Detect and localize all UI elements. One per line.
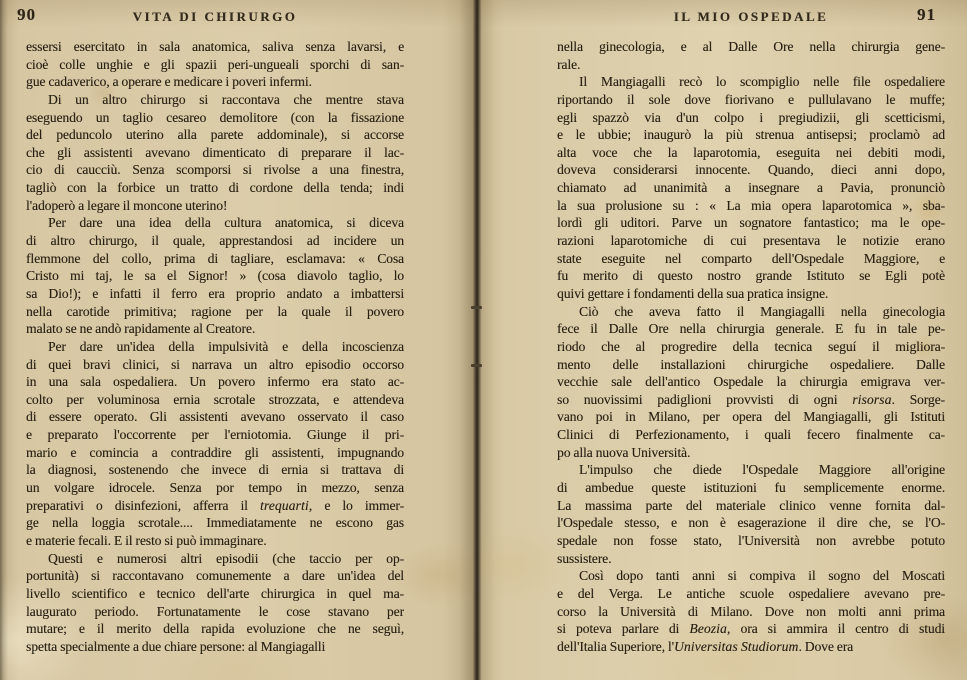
- text-line: Per dare un'idea della impulsività e della incoscienza: [48, 338, 404, 354]
- paragraph: [26, 338, 404, 550]
- text-line: l'adoperò a legare il moncone uterino!: [26, 197, 228, 213]
- text-line: po alla nuova Università.: [557, 444, 691, 460]
- text-line: vano poi in Milano, per opera del Mangiagalli, gli Istituti: [557, 409, 945, 425]
- text-line: L'impulso che diede l'Ospedale Maggiore all'origine: [579, 462, 945, 478]
- text-line: alta voce che la laparotomia, eseguita nei debiti modi,: [557, 144, 945, 160]
- text-line: che gli assistenti avevano dimenticato di preparare il lac-: [26, 144, 404, 160]
- text-line: Clinici di Perfezionamento, i quali fecero finalmente ca-: [557, 427, 945, 443]
- text-line: di ambedue queste istituzioni fu semplicemente enorme.: [557, 480, 945, 496]
- paragraph: [557, 567, 945, 655]
- text-line: vecchie sale dell'antico Ospedale la chirurgia emigrava ver-: [557, 374, 945, 390]
- text-line: doveva considerarsi innocente. Quando, dieci anni dopo,: [557, 162, 945, 178]
- text-line: riodo che al progredire della tecnica seguí il migliora-: [557, 338, 945, 354]
- text-line: spedale non fosse stato, l'Università non avrebbe potuto: [557, 532, 945, 548]
- text-line: Cristo mi taj, le sa el Signor! » (cosa diavolo taglio, lo: [26, 268, 404, 284]
- text-line: spetta specialmente a due chiare persone: al Mangiagalli: [26, 638, 326, 654]
- running-head-right: IL MIO OSPEDALE: [673, 9, 829, 24]
- text-line: livello scientifico e tecnico dell'arte chirurgica in quel ma-: [26, 585, 404, 601]
- text-line: la sua prolusione su : « La mia opera laparotomica », sba-: [557, 197, 945, 213]
- text-line: nella carotide primitiva; ragione per la quale il povero: [26, 303, 404, 319]
- paragraph: [557, 461, 945, 567]
- text-line: riportando il sole dove fiorivano e pullulavano le muffe;: [557, 91, 945, 107]
- text-line: cioè colle unghie e gli spazii peri-ungueali sporchi di san-: [26, 56, 404, 72]
- text-line: laugurato periodo. Fortunatamente le cose stavano per: [26, 603, 404, 619]
- text-line: rale.: [557, 56, 581, 72]
- text-line: state eseguite nel comparto dell'Ospedale Maggiore, e: [557, 250, 945, 266]
- running-head-left: VITA DI CHIRURGO: [132, 9, 298, 24]
- text-line: ge nella loggia scrotale.... Immediatamente ne escono gas: [26, 515, 404, 531]
- text-column-right: [557, 38, 945, 655]
- text-line: e materie fecali. E il resto si può immaginare.: [26, 532, 267, 548]
- text-column-left: [26, 38, 404, 655]
- text-line: lordì gli uditori. Parve un sognatore fantastico; ma le ope-: [557, 215, 945, 231]
- text-line: corso la Università di Milano. Dove non molti anni prima: [557, 603, 945, 619]
- text-line: sa Dio!); e infatti il ferro era proprio andato a imbattersi: [26, 285, 404, 301]
- text-line: Per dare una idea della cultura anatomica, si diceva: [48, 215, 404, 231]
- text-line: la diagnosi, sostenendo che invece di ernia si trattava di: [26, 462, 404, 478]
- text-line: e preparato l'occorrente per l'erniotomia. Giunge il pri-: [26, 427, 404, 443]
- text-line: eseguendo un taglio cesareo demolitore (con la fissazione: [26, 109, 404, 125]
- text-line: fece il Dalle Ore nella chirurgia generale. E fu in tale pe-: [557, 321, 945, 337]
- text-line: di quei bravi clinici, si narrava un altro episodio occorso: [26, 356, 404, 372]
- right-page: [476, 0, 967, 680]
- text-line: chiamato ad unanimità a insegnare a Pavia, pronunciò: [557, 180, 945, 196]
- text-line: quivi gettare i fondamenti della sua pratica insigne.: [557, 285, 829, 301]
- text-line: dell'Italia Superiore, l'Universitas Studiorum. Dove era: [557, 638, 854, 654]
- text-line: mento delle installazioni chirurgiche ospedaliere. Dalle: [557, 356, 945, 372]
- text-line: del peduncolo uterino alla parete addominale), si accorse: [26, 127, 404, 143]
- text-line: di essere operato. Gli assistenti avevano osservato il caso: [26, 409, 404, 425]
- text-line: egli spazzò via d'un colpo i pregiudizii, gli scetticismi,: [557, 109, 945, 125]
- text-line: di altro chirurgo, il quale, apprestandosi ad incidere un: [26, 233, 404, 249]
- page-number-left: 90: [17, 5, 36, 24]
- text-line: nella ginecologia, e al Dalle Ore nella chirurgia gene-: [557, 39, 945, 54]
- text-line: cio di caucciù. Senza scomporsi si rivolse a una finestra,: [26, 162, 404, 178]
- paragraph: [26, 550, 404, 656]
- text-line: Di un altro chirurgo si raccontava che mentre stava: [48, 91, 404, 107]
- text-line: in una sala ospedaliera. Un povero infermo era stato ac-: [26, 374, 404, 390]
- paragraph: [557, 38, 945, 73]
- text-line: si poteva parlare di Beozia, ora si ammira il centro di studi: [557, 621, 945, 637]
- text-line: tagliò con la forbice un tratto di cordone della tenda; indi: [26, 180, 404, 196]
- text-line: sussistere.: [557, 550, 612, 566]
- text-line: so nuovissimi padiglioni provvisti di ogni risorsa. Sorge-: [557, 391, 945, 407]
- text-line: l'Ospedale stesso, e non è esagerazione il dire che, se l'O-: [557, 515, 945, 531]
- text-line: mutare; e il merito della rapida evoluzione che ne seguì,: [26, 621, 404, 637]
- text-line: essersi esercitato in sala anatomica, saliva senza lavarsi, e: [26, 39, 404, 54]
- paragraph: [26, 214, 404, 337]
- text-line: mario e comincia a contraddire gli assistenti, impugnando: [26, 444, 404, 460]
- left-page: [0, 0, 476, 680]
- paragraph: [557, 73, 945, 302]
- text-line: Il Mangiagalli recò lo scompiglio nelle file ospedaliere: [579, 74, 945, 90]
- text-line: Ciò che aveva fatto il Mangiagalli nella ginecologia: [579, 303, 945, 319]
- text-line: razioni laparotomiche di cui presentava le notizie erano: [557, 233, 945, 249]
- text-line: e del Verga. Le antiche scuole ospedaliere avevano pre-: [557, 585, 945, 601]
- text-line: Questi e numerosi altri episodii (che taccio per op-: [48, 550, 404, 566]
- text-line: gue cadaverico, a operare e medicare i poveri infermi.: [26, 74, 312, 90]
- text-line: La massima parte del materiale clinico venne fornita dal-: [557, 497, 945, 513]
- text-line: fu merito di questo nostro grande Istituto se Egli potè: [557, 268, 945, 284]
- text-line: un volgare idrocele. Senza por tempo in mezzo, senza: [26, 480, 404, 496]
- text-line: e le ubbie; inaugurò la più strenua antisepsi; proclamò ad: [557, 127, 945, 143]
- paragraph: [26, 91, 404, 214]
- text-line: flemmone del collo, prima di tagliare, esclamava: « Cosa: [26, 250, 404, 266]
- text-line: Così dopo tanti anni si compiva il sogno del Moscati: [579, 568, 945, 584]
- paragraph: [26, 38, 404, 91]
- page-number-right: 91: [917, 5, 936, 24]
- text-line: portunità) si raccontavano comunemente a dare un'idea del: [26, 568, 404, 584]
- text-line: malato se ne andò rapidamente al Creatore.: [26, 321, 256, 337]
- text-line: preparativi o disinfezioni, afferra il trequarti, e lo immer-: [26, 497, 404, 513]
- text-line: colto per voluminosa ernia scrotale strozzata, e attendeva: [26, 391, 404, 407]
- paragraph: [557, 303, 945, 462]
